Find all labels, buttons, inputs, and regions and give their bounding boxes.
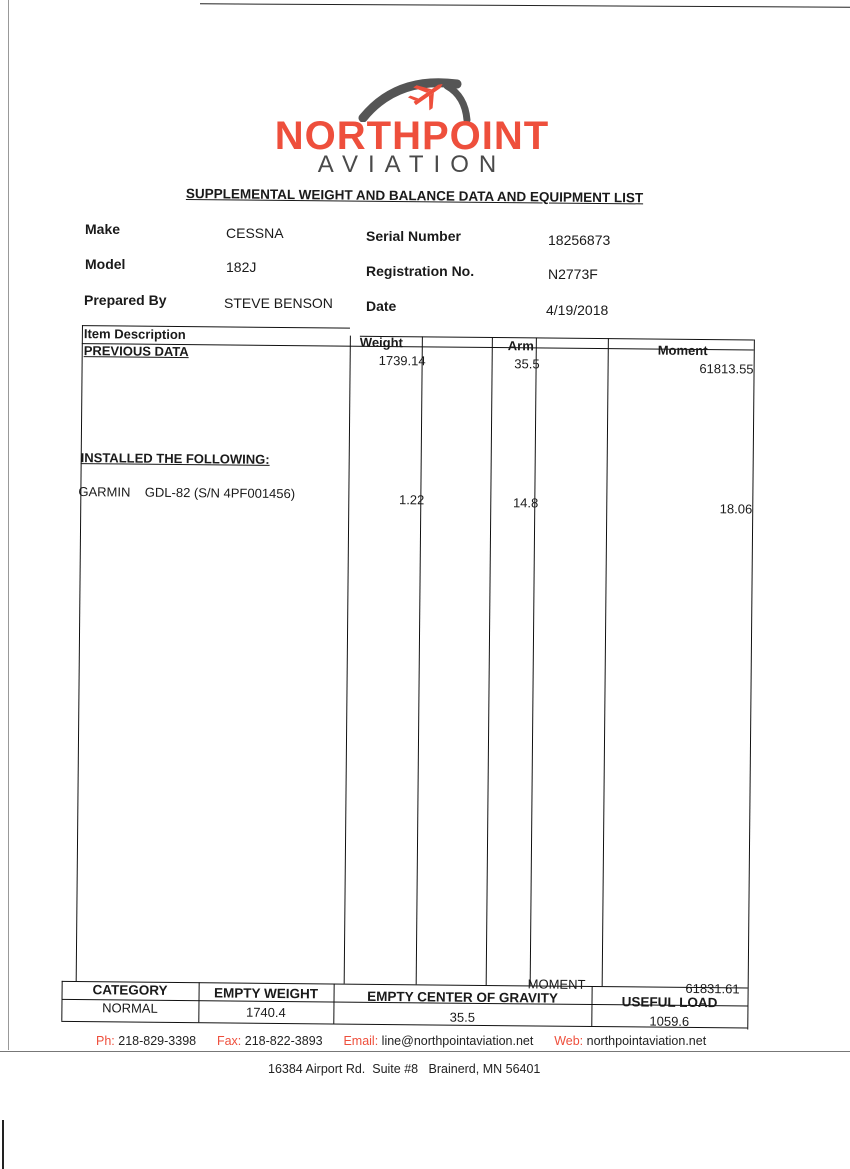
scan-edge-top bbox=[200, 3, 850, 7]
contact-line bbox=[96, 1034, 706, 1048]
make-label: Make bbox=[85, 221, 121, 237]
arm-col-line2 bbox=[530, 337, 537, 985]
category-label: CATEGORY bbox=[92, 982, 168, 998]
empty-cg-label: EMPTY CENTER OF GRAVITY bbox=[367, 988, 559, 1006]
footer-separator bbox=[0, 1051, 850, 1052]
table-top-border-right bbox=[360, 336, 754, 341]
table-right-border bbox=[747, 340, 755, 1030]
header-item-description: Item Description bbox=[83, 326, 186, 343]
scan-edge-bottom-left bbox=[2, 1120, 4, 1169]
fax-label: Fax: bbox=[216, 1034, 242, 1048]
weight-col-line2 bbox=[416, 336, 423, 984]
prepared-by-label: Prepared By bbox=[84, 292, 167, 308]
serial-number-label: Serial Number bbox=[366, 228, 461, 244]
make-value: CESSNA bbox=[226, 225, 284, 241]
address: 16384 Airport Rd. Suite #8 Brainerd, MN 56401 bbox=[268, 1062, 541, 1076]
installed-label: INSTALLED THE FOLLOWING: bbox=[80, 450, 270, 467]
scan-edge-left bbox=[8, 0, 9, 1050]
previous-weight: 1739.14 bbox=[378, 352, 426, 369]
useful-load-label: USEFUL LOAD bbox=[621, 994, 718, 1011]
northpoint-logo bbox=[262, 74, 562, 178]
previous-arm: 35.5 bbox=[514, 356, 540, 372]
model-label: Model bbox=[85, 256, 126, 272]
email-label: Email: bbox=[343, 1034, 379, 1048]
model-value: 182J bbox=[226, 259, 257, 275]
document-title: SUPPLEMENTAL WEIGHT AND BALANCE DATA AND EQUIPMENT LIST bbox=[185, 186, 644, 206]
email-value: line@northpointaviation.net bbox=[381, 1034, 534, 1048]
equipment-table bbox=[67, 323, 752, 1034]
item-weight: 1.22 bbox=[398, 492, 425, 508]
useful-load-value: 1059.6 bbox=[649, 1013, 690, 1029]
brand-name: NORTHPOINT bbox=[274, 114, 550, 158]
prepared-by-value: STEVE BENSON bbox=[224, 295, 333, 311]
category-value: NORMAL bbox=[102, 1000, 158, 1016]
previous-moment: 61813.55 bbox=[699, 361, 754, 377]
web-value: northpointaviation.net bbox=[586, 1034, 707, 1048]
header-arm: Arm bbox=[507, 338, 534, 354]
header-weight: Weight bbox=[359, 334, 403, 351]
phone-value: 218-829-3398 bbox=[118, 1034, 197, 1048]
weight-col-line bbox=[344, 336, 351, 984]
moment-total-label: MOMENT bbox=[527, 976, 586, 992]
table-left-border bbox=[76, 325, 83, 981]
previous-data-label: PREVIOUS DATA bbox=[83, 343, 189, 360]
registration-label: Registration No. bbox=[366, 263, 475, 279]
empty-weight-label: EMPTY WEIGHT bbox=[213, 985, 319, 1002]
header-moment: Moment bbox=[657, 342, 708, 359]
empty-weight-value: 1740.4 bbox=[245, 1004, 286, 1021]
moment-total-value: 61831.61 bbox=[685, 980, 740, 997]
brand-subtitle: AVIATION bbox=[317, 151, 507, 178]
phone-label: Ph: bbox=[96, 1034, 115, 1048]
date-value: 4/19/2018 bbox=[546, 302, 609, 318]
empty-cg-value: 35.5 bbox=[449, 1009, 476, 1025]
item-moment: 18.06 bbox=[719, 501, 753, 517]
web-label: Web: bbox=[554, 1034, 584, 1048]
date-label: Date bbox=[366, 298, 397, 314]
arm-col-line bbox=[486, 337, 493, 985]
item-description: GARMIN GDL-82 (S/N 4PF001456) bbox=[78, 484, 296, 502]
item-arm: 14.8 bbox=[512, 495, 539, 511]
moment-col-line bbox=[602, 338, 609, 986]
registration-value: N2773F bbox=[548, 266, 598, 282]
serial-number-value: 18256873 bbox=[548, 232, 611, 248]
fax-value: 218-822-3893 bbox=[244, 1034, 323, 1048]
